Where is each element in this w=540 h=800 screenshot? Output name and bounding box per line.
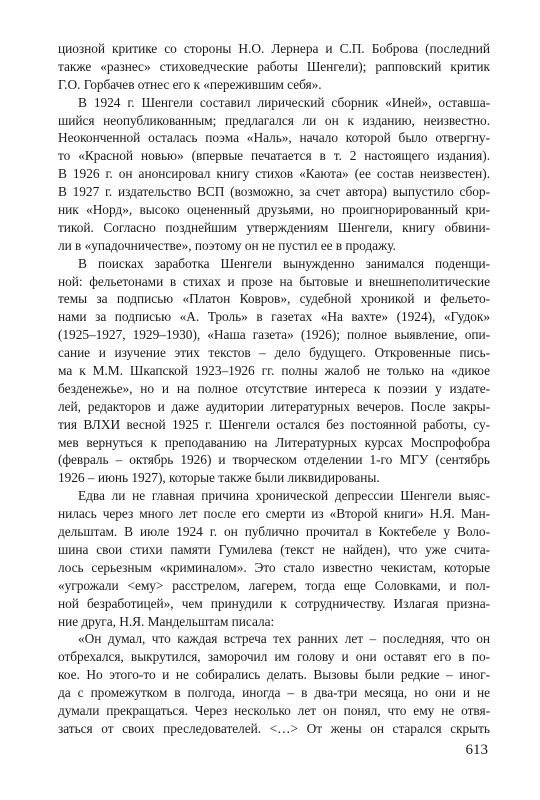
text-line: 1926 – июнь 1927), которые также были ликвидированы. bbox=[58, 470, 380, 486]
text-line: ной безработицей», чем принудили к сотрудничеству. Излагая призна- bbox=[58, 595, 490, 611]
quote-line: заться от своих преследователей. <…> От жены он старался скрыть bbox=[58, 720, 490, 736]
text-line: ние друга, Н.Я. Мандельштам писала: bbox=[58, 613, 275, 629]
text-line: циозной критике со стороны Н.О. Лернера и С.П. Боброва (последний bbox=[58, 41, 490, 56]
paragraph-first-line: В поисках заработка Шенгели вынужденно занимался поденщи- bbox=[78, 255, 490, 271]
quote-line: отбрехался, выкрутился, заморочил им голову и они оставят его в по- bbox=[58, 649, 490, 665]
text-line: Г.О. Горбачев отнес его к «пережившим себя». bbox=[58, 76, 322, 92]
text-line: ной: фельетонами в стихах и прозе на бытовые и внешнеполитические bbox=[58, 273, 490, 289]
text-line: Неоконченной осталась поэма «Наль», начало которой было отвергну- bbox=[58, 130, 490, 146]
text-line: также «разнес» стиховедческие работы Шенгели); рапповский критик bbox=[58, 58, 490, 74]
text-line: темы за подписью «Платон Ковров», судебной хроникой и фельето- bbox=[58, 291, 490, 307]
paragraph-first-line: Едва ли не главная причина хронической депрессии Шенгели выяс- bbox=[78, 488, 490, 504]
text-line: дельштам. В июле 1924 г. он публично прочитал в Коктебеле у Воло- bbox=[58, 524, 490, 540]
text-line: «угрожали <ему> расстрелом, лагерем, тогда еще Соловками, и пол- bbox=[58, 577, 490, 593]
quote-line: да с промежутком в полгода, иногда – в два-три месяца, но они и не bbox=[58, 685, 490, 701]
text-line: (февраль – октябрь 1926) и творческом отделении 1-го МГУ (сентябрь bbox=[58, 452, 490, 468]
text-line: шина свои стихи памяти Гумилева (текст не найден), что уже счита- bbox=[58, 541, 490, 557]
text-line: нилась через много лет после его смерти из «Второй книги» Н.Я. Ман- bbox=[58, 506, 490, 522]
page-number: 613 bbox=[465, 742, 488, 758]
quote-line: думали прекращаться. Через несколько лет он понял, что ему не отвя- bbox=[58, 702, 490, 718]
body-text bbox=[58, 40, 490, 738]
text-line: шийся неопубликованным; предлагался ли он к изданию, неизвестно. bbox=[58, 112, 490, 128]
text-line: лось серьезным «криминалом». Это стало известно чекистам, которые bbox=[58, 559, 490, 575]
text-line: ник «Норд», высоко оцененный друзьями, но проигнорированный кри- bbox=[58, 202, 490, 218]
text-line: ма к М.М. Шкапской 1923–1926 гг. полны жалоб не только на «дикое bbox=[58, 363, 490, 379]
text-line: В 1927 г. издательство ВСП (возможно, за счет автора) выпустило сбор- bbox=[58, 184, 490, 200]
text-line: тия ВЛХИ весной 1925 г. Шенгели остался без постоянной работы, су- bbox=[58, 416, 490, 432]
text-line: В 1926 г. он анонсировал книгу стихов «Каюта» (ее состав неизвестен). bbox=[58, 166, 490, 182]
text-line: то «Красной новью» (впервые печатается в т. 2 настоящего издания). bbox=[58, 148, 490, 164]
text-line: сание и изучение этих текстов – дело будущего. Откровенные пись- bbox=[58, 345, 490, 361]
text-line: безденежье», но и на полное отсутствие интереса к поэзии у издате- bbox=[58, 380, 490, 396]
paragraph-first-line: В 1924 г. Шенгели составил лирический сборник «Иней», оставша- bbox=[78, 94, 490, 110]
text-line: тикой. Согласно позднейшим утверждениям Шенгели, книгу обвини- bbox=[58, 219, 490, 235]
quote-line: кое. Но этого-то и не собирались делать. Вызовы были редкие – иног- bbox=[58, 667, 490, 683]
text-line: мев вернуться к преподаванию на Литературных курсах Моспрофобра bbox=[58, 434, 490, 450]
text-line: (1925–1927, 1929–1930), «Наша газета» (1926); полное выявление, опи- bbox=[58, 327, 490, 343]
text-line: ли в «упадочничестве», поэтому он не пустил ее в продажу. bbox=[58, 237, 396, 253]
quote-first-line: «Он думал, что каждая встреча тех ранних лет – последняя, что он bbox=[78, 631, 490, 647]
text-line: нами за подписью «А. Троль» в газетах «На вахте» (1924), «Гудок» bbox=[58, 309, 490, 325]
text-line: лей, редакторов и даже аудитории литературных вечеров. После закры- bbox=[58, 398, 490, 414]
